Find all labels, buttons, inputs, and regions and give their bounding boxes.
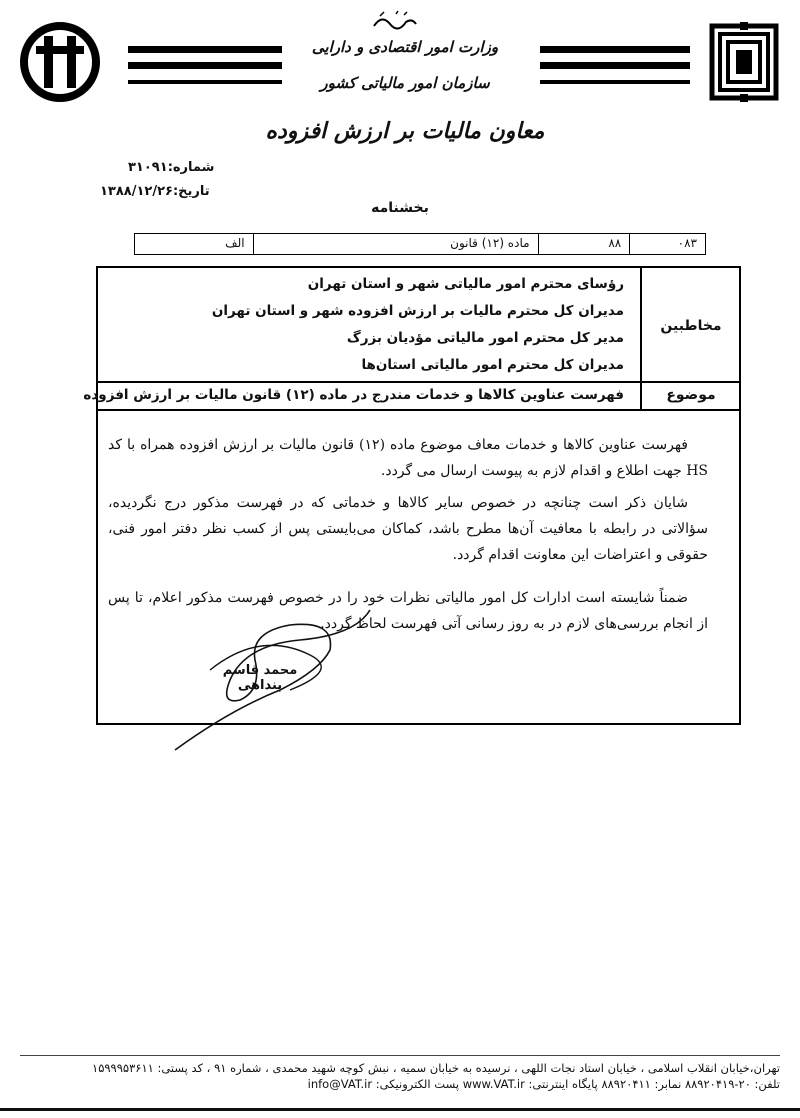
code-cell: ماده (۱۲) قانون bbox=[253, 234, 538, 254]
header-bar bbox=[540, 80, 690, 84]
addressee-line: رؤسای محترم امور مالیاتی شهر و استان تهران bbox=[307, 276, 624, 292]
code-cell: ۰۸۳ bbox=[629, 234, 705, 254]
header-bar bbox=[128, 80, 282, 84]
body-paragraph-3: ضمناً شایسته است ادارات کل امور مالیاتی نظرات خود را در خصوص فهرست مذکور اعلام، تا پس از انجام بررسی‌های لازم در به روز رسانی آتی فهرست لحاظ گردد. bbox=[108, 590, 708, 632]
bismillah-calligraphy bbox=[370, 10, 418, 32]
signer-name: محمد قاسم پنداهی bbox=[222, 663, 298, 693]
label-divider bbox=[640, 266, 642, 411]
code-cell: الف bbox=[225, 236, 245, 250]
subject-label: موضوع bbox=[666, 387, 716, 403]
footer-address: تهران،خیابان انقلاب اسلامی ، خیابان استاد نجات اللهی ، نرسیده به خیابان سمیه ، نبش کوچه شهید محمدی ، شماره ۹۱ ، کد پستی: ۱۵۹۹۹۵۳۶۱۱ bbox=[92, 1061, 780, 1075]
ministry-logo bbox=[20, 22, 100, 102]
addressees-label: مخاطبین bbox=[660, 318, 722, 334]
organization-name: سازمان امور مالیاتی کشور bbox=[320, 74, 490, 92]
header-bar bbox=[540, 46, 690, 53]
footer-contact: تلفن: ۲۰-۸۸۹۲۰۴۱۹ نمابر: ۸۸۹۲۰۴۱۱ پایگاه اینترنتی: www.VAT.ir پست الکترونیکی: info@VAT.ir bbox=[307, 1077, 780, 1091]
addressee-line: مدیران کل محترم مالیات بر ارزش افزوده شهر و استان تهران bbox=[211, 303, 624, 319]
letter-number: شماره:۳۱۰۹۱ bbox=[128, 160, 215, 175]
bottom-border bbox=[0, 1108, 800, 1111]
classification-codes bbox=[134, 233, 706, 255]
header-bar bbox=[128, 62, 282, 69]
header-bar bbox=[540, 62, 690, 69]
body-paragraph-1: فهرست عناوین کالاها و خدمات معاف موضوع ماده (۱۲) قانون مالیات بر ارزش افزوده همراه با کد HS جهت اطلاع و اقدام لازم به پیوست ارسال می گردد. bbox=[108, 437, 708, 479]
circular-title: بخشنامه bbox=[371, 200, 429, 216]
subject-text: فهرست عناوین کالاها و خدمات مندرج در ماده (۱۲) قانون مالیات بر ارزش افزوده bbox=[83, 387, 624, 403]
header-bar bbox=[128, 46, 282, 53]
addressee-line: مدیران کل محترم امور مالیاتی استان‌ها bbox=[361, 357, 624, 373]
deputy-title: معاون مالیات بر ارزش افزوده bbox=[265, 118, 545, 144]
addressee-line: مدیر کل محترم امور مالیاتی مؤدیان بزرگ bbox=[346, 330, 624, 346]
code-cell: ۸۸ bbox=[538, 234, 630, 254]
footer-divider bbox=[20, 1055, 780, 1056]
body-paragraph-2: شایان ذکر است چنانچه در خصوص سایر کالاها و خدماتی که در فهرست مذکور درج نگردیده، سؤالاتی در رابطه با معافیت آن‌ها مطرح باشد، کماکان می‌بایستی پس از کسب نظر دفتر امور فنی، حقوقی و اعتراضات این معاونت اقدام گردد. bbox=[108, 495, 708, 563]
row-divider bbox=[96, 409, 741, 411]
tax-organization-logo bbox=[706, 20, 782, 104]
letter-date: تاریخ:۱۳۸۸/۱۲/۲۶ bbox=[100, 184, 210, 199]
row-divider bbox=[96, 381, 741, 383]
ministry-name: وزارت امور اقتصادی و دارایی bbox=[311, 38, 499, 56]
